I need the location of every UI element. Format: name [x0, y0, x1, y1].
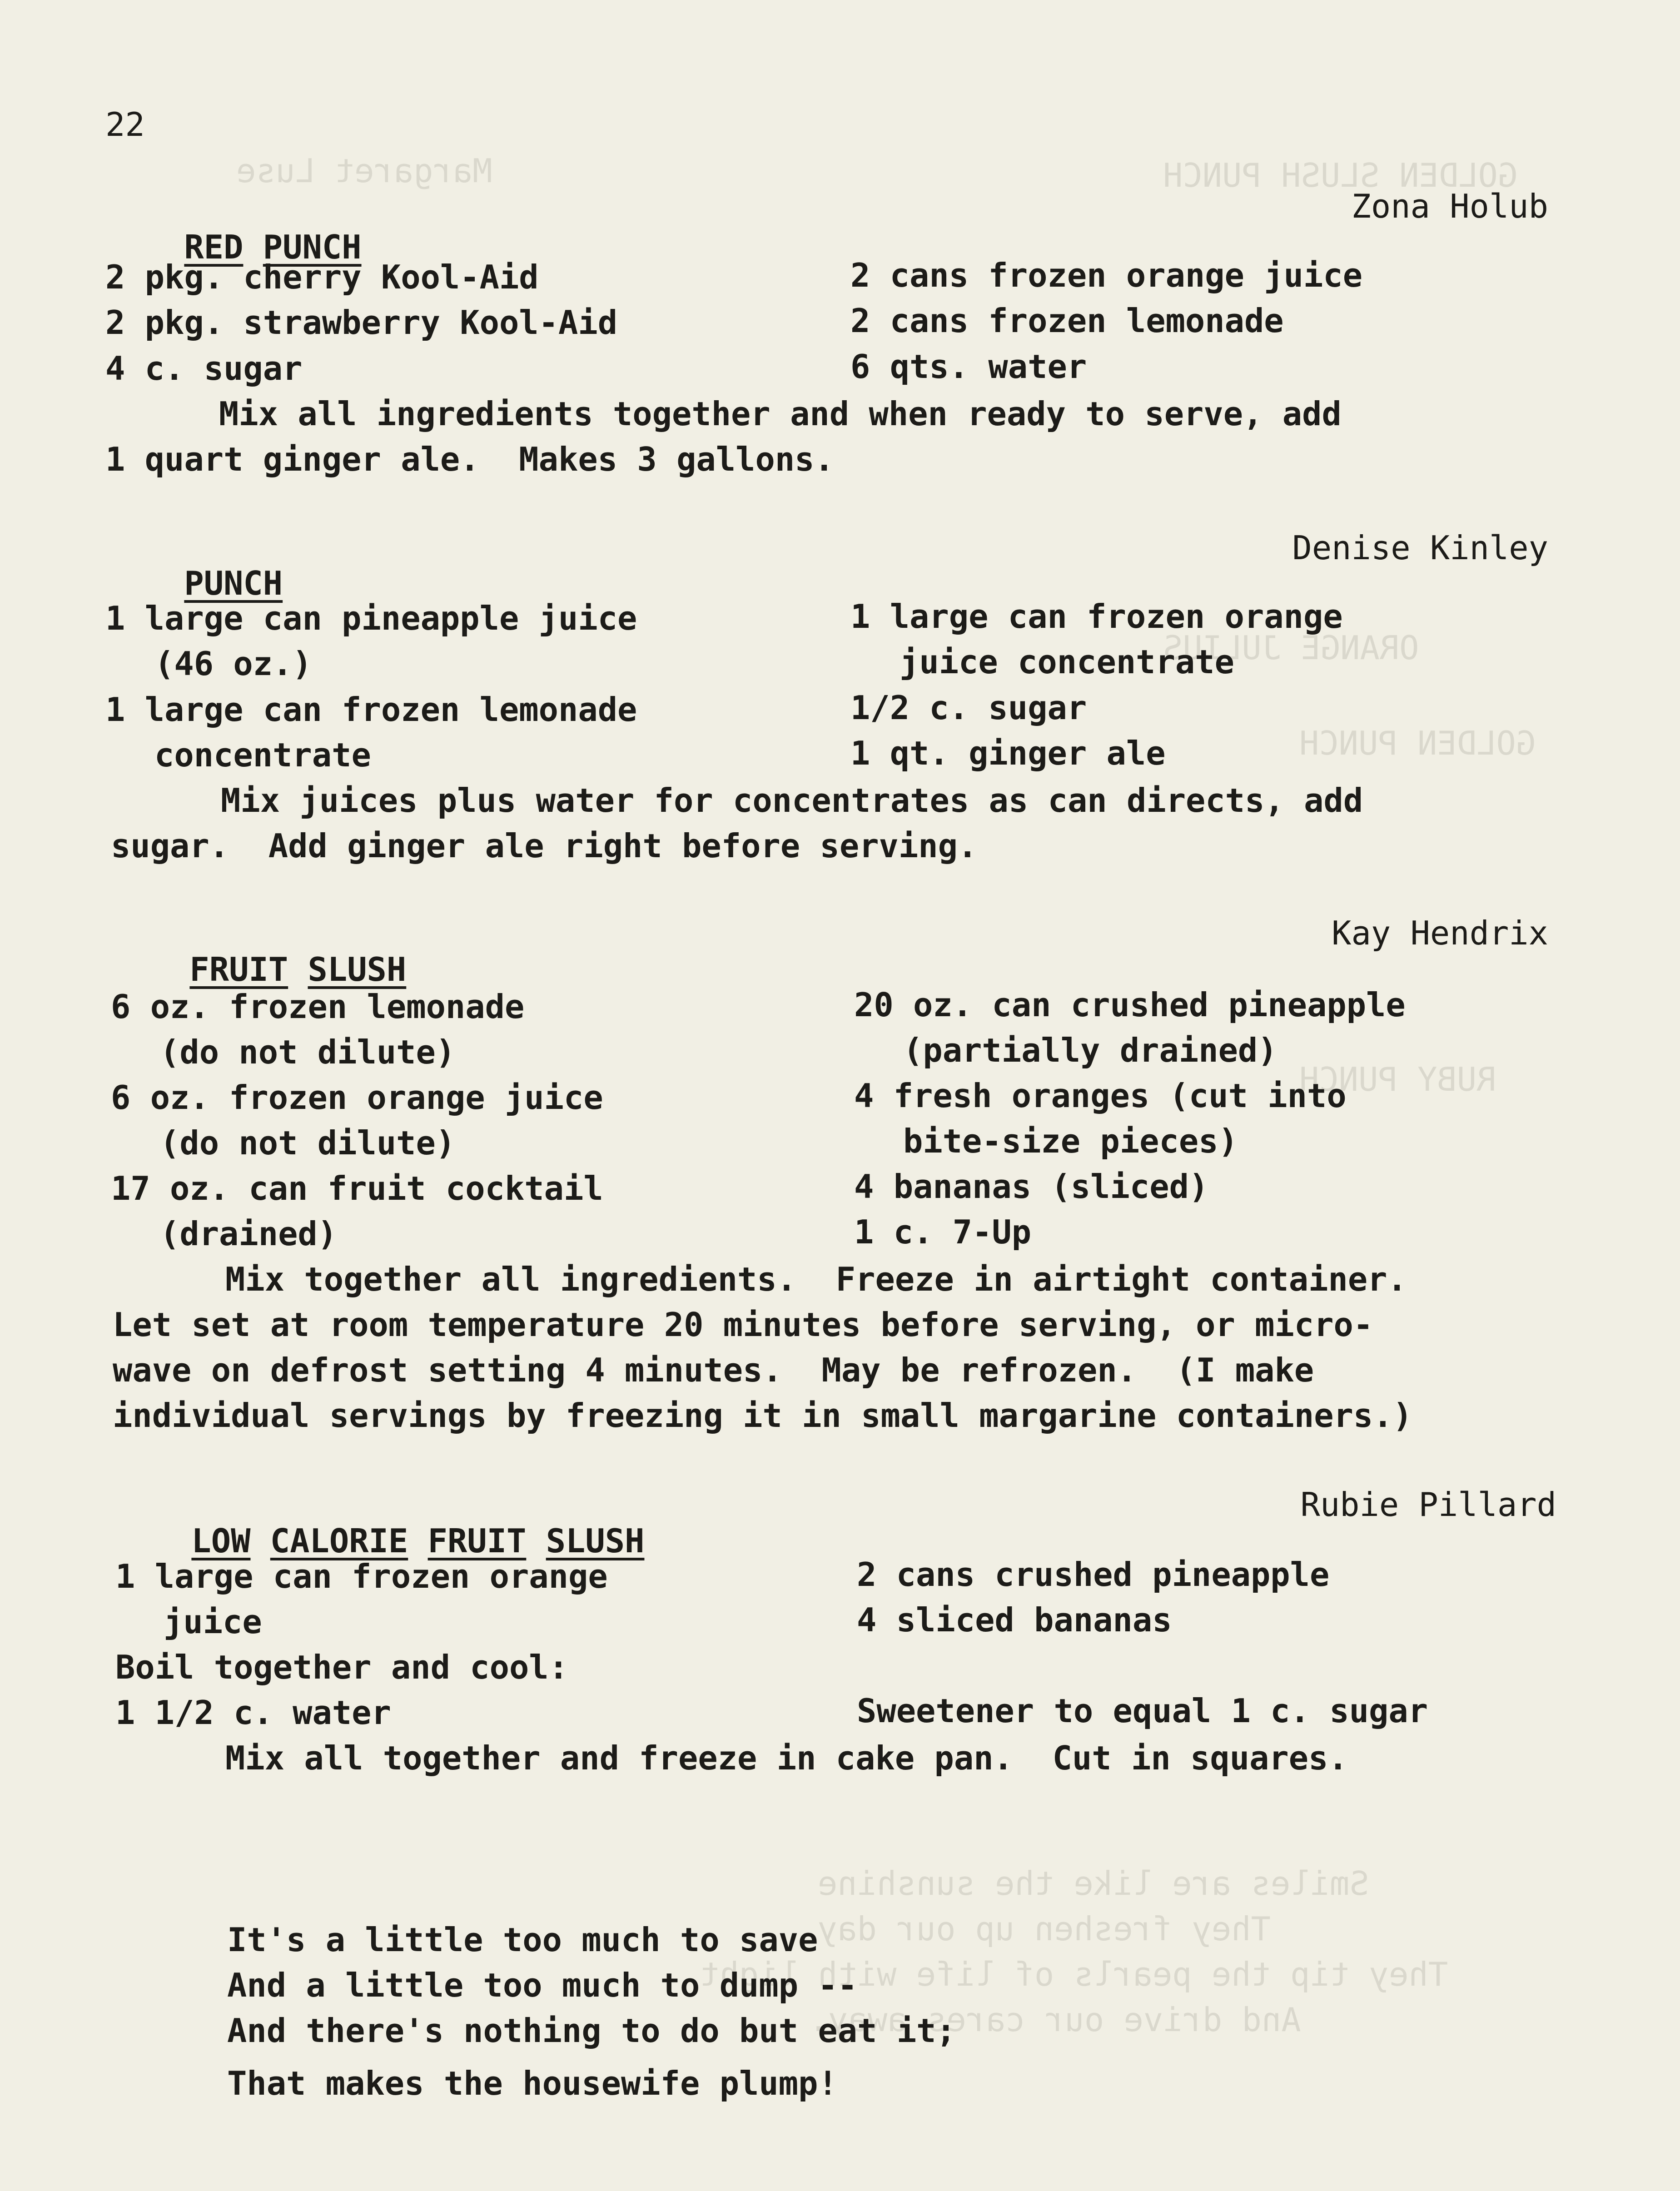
- title-word: CALORIE: [270, 1522, 408, 1560]
- show-through-text: Margaret Luse: [236, 152, 492, 190]
- title-word: SLUSH: [308, 950, 407, 989]
- instruction: Mix all together and freeze in cake pan. Cut in squares.: [225, 1739, 1348, 1777]
- ingredient: 2 cans crushed pineapple: [857, 1555, 1330, 1594]
- title-word: PUNCH: [184, 564, 283, 602]
- title-word: LOW: [191, 1522, 251, 1560]
- instruction: Mix all ingredients together and when ready to serve, add: [219, 395, 1342, 433]
- title-word: RED: [184, 228, 244, 266]
- show-through-text: They freshen up our day: [818, 1910, 1271, 1948]
- ingredient: (46 oz.): [154, 645, 312, 683]
- instruction: individual servings by freezing it in small margarine containers.): [113, 1396, 1412, 1435]
- ingredient: (do not dilute): [160, 1033, 456, 1071]
- ingredient: 1 large can frozen orange: [115, 1557, 608, 1595]
- ingredient: 2 cans frozen lemonade: [850, 302, 1284, 340]
- ingredient: concentrate: [154, 736, 371, 774]
- show-through-text: And drive our cares away.: [809, 2001, 1301, 2039]
- instruction: 1 quart ginger ale. Makes 3 gallons.: [105, 440, 834, 478]
- ingredient: 1 large can frozen orange: [850, 597, 1343, 636]
- ingredient: 2 pkg. cherry Kool-Aid: [105, 258, 539, 296]
- ingredient: (partially drained): [903, 1031, 1277, 1069]
- ingredient: 6 qts. water: [850, 348, 1087, 386]
- ingredient: juice concentrate: [900, 643, 1234, 681]
- instruction: wave on defrost setting 4 minutes. May be refrozen. (I make: [113, 1351, 1314, 1389]
- instruction: Mix juices plus water for concentrates as can directs, add: [221, 781, 1363, 820]
- ingredient: 1 large can pineapple juice: [105, 599, 637, 637]
- ingredient: 20 oz. can crushed pineapple: [854, 986, 1406, 1024]
- ingredient: 2 cans frozen orange juice: [850, 256, 1363, 294]
- ingredient: 2 pkg. strawberry Kool-Aid: [105, 303, 618, 342]
- ingredient: Sweetener to equal 1 c. sugar: [857, 1692, 1428, 1730]
- show-through-text: GOLDEN PUNCH: [1299, 724, 1536, 762]
- recipe-author: Zona Holub: [1351, 187, 1548, 225]
- ingredient: 4 fresh oranges (cut into: [854, 1077, 1347, 1115]
- ingredient: bite-size pieces): [903, 1122, 1238, 1160]
- ingredient: 1 c. 7-Up: [854, 1213, 1032, 1251]
- ingredient: 4 bananas (sliced): [854, 1168, 1209, 1206]
- title-word: SLUSH: [546, 1522, 645, 1560]
- instruction: Boil together and cool:: [115, 1648, 568, 1686]
- instruction: sugar. Add ginger ale right before serving.: [111, 827, 978, 865]
- ingredient: juice: [164, 1603, 262, 1641]
- poem-line: And there's nothing to do but eat it;: [227, 2012, 956, 2050]
- instruction: Mix together all ingredients. Freeze in airtight container.: [225, 1260, 1407, 1298]
- instruction: Let set at room temperature 20 minutes before serving, or micro-: [113, 1306, 1373, 1344]
- ingredient: 6 oz. frozen lemonade: [111, 988, 525, 1026]
- recipe-author: Rubie Pillard: [1300, 1486, 1556, 1524]
- show-through-text: Smiles are like the sunshine: [818, 1864, 1369, 1903]
- ingredient: 4 sliced bananas: [857, 1601, 1172, 1639]
- ingredient: 17 oz. can fruit cocktail: [111, 1169, 603, 1207]
- title-word: FRUIT: [189, 950, 288, 989]
- page-number: 22: [105, 105, 145, 144]
- ingredient: (drained): [160, 1215, 338, 1253]
- poem-line: And a little too much to dump --: [227, 1966, 858, 2004]
- title-word: PUNCH: [263, 228, 362, 266]
- ingredient: 6 oz. frozen orange juice: [111, 1078, 603, 1117]
- ingredient: 1 1/2 c. water: [115, 1694, 391, 1732]
- show-through-text: GOLDEN SLUSH PUNCH: [1163, 156, 1518, 194]
- ingredient: (do not dilute): [160, 1124, 456, 1162]
- ingredient: 1/2 c. sugar: [850, 689, 1087, 727]
- poem-line: That makes the housewife plump!: [227, 2064, 838, 2102]
- recipe-author: Denise Kinley: [1292, 529, 1548, 567]
- show-through-text: RUBY PUNCH: [1299, 1060, 1496, 1098]
- show-through-text: ORANGE JULIUS: [1163, 629, 1419, 667]
- title-word: FRUIT: [427, 1522, 527, 1560]
- ingredient: 1 qt. ginger ale: [850, 734, 1166, 772]
- poem-line: It's a little too much to save: [227, 1921, 818, 1959]
- ingredient: 4 c. sugar: [105, 349, 303, 388]
- ingredient: 1 large can frozen lemonade: [105, 691, 637, 729]
- recipe-author: Kay Hendrix: [1332, 914, 1548, 952]
- show-through-text: They tip the pearls of life with light: [700, 1955, 1448, 1993]
